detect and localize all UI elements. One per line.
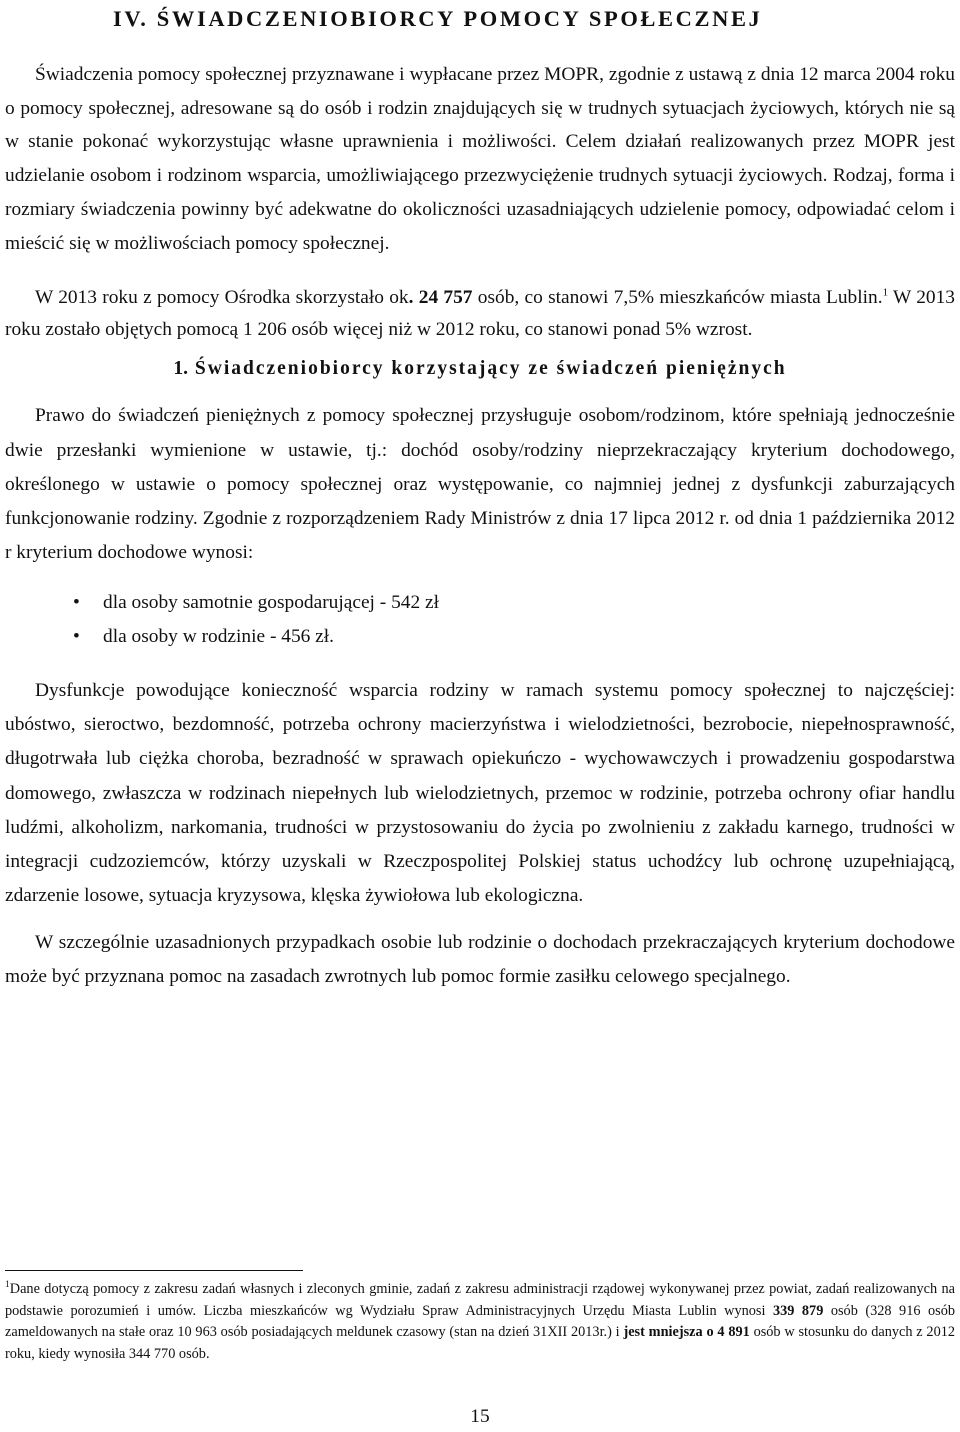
list-item bbox=[5, 586, 955, 620]
page-number: 15 bbox=[470, 1406, 490, 1427]
footnote-bold-2: jest mniejsza o 4 891 bbox=[623, 1324, 750, 1340]
subsection-title bbox=[5, 355, 955, 383]
footnote-divider bbox=[5, 1270, 303, 1271]
list-item-text: dla osoby w rodzinie - 456 zł. bbox=[103, 625, 335, 647]
footnote bbox=[5, 1279, 955, 1365]
stats-text-1: W 2013 roku z pomocy Ośrodka skorzystało ok bbox=[35, 287, 409, 309]
bullet-icon: • bbox=[73, 591, 80, 613]
subsection-number: 1. bbox=[173, 358, 189, 380]
criteria-paragraph: Prawo do świadczeń pieniężnych z pomocy społecznej przysługuje osobom/rodzinom, które spełniają jednocześnie dwie przesłanki wymienione w ustawie, tj.: dochód osoby/rodziny nieprzekraczający kryterium dochodowego, określonego w ustawie o pomocy społecznej oraz występowanie, co najmniej jednej z dysfunkcji zaburzających funkcjonowanie rodziny. Zgodnie z rozporządzeniem Rady Ministrów z dnia 17 lipca 2012 r. od dnia 1 października 2012 r kryterium dochodowe wynosi: bbox=[5, 405, 955, 564]
footnote-reference[interactable]: 1 bbox=[882, 286, 889, 299]
document-page bbox=[5, 0, 955, 994]
stats-paragraph bbox=[5, 282, 955, 345]
stats-text-2: osób, co stanowi 7,5% mieszkańców miasta Lublin. bbox=[472, 287, 883, 309]
section-title: IV. ŚWIADCZENIOBIORCY POMOCY SPOŁECZNEJ bbox=[113, 6, 763, 31]
income-criteria-list bbox=[5, 586, 955, 654]
footnote-bold-1: 339 879 bbox=[772, 1302, 824, 1319]
footnote-marker: 1 bbox=[5, 1280, 10, 1291]
bullet-icon: • bbox=[73, 625, 80, 647]
list-item bbox=[5, 620, 955, 654]
intro-paragraph: Świadczenia pomocy społecznej przyznawane i wypłacane przez MOPR, zgodnie z ustawą z dnia 12 marca 2004 roku o pomocy społecznej, adresowane są do osób i rodzin znajdujących się w trudnych sytuacjach życiowych, których nie są w stanie pokonać wykorzystując własne uprawnienia i możliwości. Celem działań realizowanych przez MOPR jest udzielanie osobom i rodzinom wsparcia, umożliwiającego przezwyciężenie trudnych sytuacji życiowych. Rodzaj, forma i rozmiary świadczenia powinny być adekwatne do okoliczności uzasadniających udzielenie pomocy, odpowiadać celom i mieścić się w możliwościach pomocy społecznej. bbox=[5, 64, 955, 254]
footnote-text-1: Dane dotyczą pomocy z zakresu zadań własnych i zleconych gminie, zadań z zakresu administracji rządowej wykonywanej przez powiat, zadań realizowanych na podstawie porozumień i umów. Liczba mieszkańców wg Wydziału Spraw Administracyjnych Urzędu Miasta Lublin wynosi bbox=[5, 1281, 955, 1319]
subsection-title-text: Świadczeniobiorcy korzystający ze świadczeń pieniężnych bbox=[194, 358, 787, 380]
stats-text-3: W 2013 roku zostało objętych pomocą 1 206 osób więcej niż w 2012 roku, co stanowi ponad 5% wzrost. bbox=[5, 287, 955, 340]
exceptions-paragraph: W szczególnie uzasadnionych przypadkach osobie lub rodzinie o dochodach przekraczających kryterium dochodowe może być przyznana pomoc na zasadach zwrotnych lub pomoc formie zasiłku celowego specjalnego. bbox=[5, 931, 955, 988]
stats-count: . 24 757 bbox=[408, 287, 473, 309]
footnote-text-3: osób w stosunku do danych z 2012 roku, kiedy wynosiła 344 770 osób. bbox=[5, 1324, 956, 1362]
dysfunctions-paragraph: Dysfunkcje powodujące konieczność wsparcia rodziny w ramach systemu pomocy społecznej to najczęściej: ubóstwo, sieroctwo, bezdomność, potrzeba ochrony macierzyństwa i wielodzietności, bezrobocie, niepełnosprawność, długotrwała lub ciężka choroba, bezradność w sprawach opiekuńczo - wychowawczych i prowadzeniu gospodarstwa domowego, zwłaszcza w rodzinach niepełnych lub wielodzietnych, przemoc w rodzinie, potrzeba ochrony ofiar handlu ludźmi, alkoholizm, narkomania, trudności w przystosowaniu do życia po zwolnieniu z zakładu karnego, trudności w integracji cudzoziemców, którzy uzyskali w Rzeczpospolitej Polskiej status uchodźcy lub ochronę uzupełniającą, zdarzenie losowe, sytuacja kryzysowa, klęska żywiołowa lub ekologiczna. bbox=[5, 679, 955, 907]
footnote-text-2: osób (328 916 osób zameldowanych na stałe oraz 10 963 osób posiadających meldunek czasowy (stan na dzień 31XII 2013r.) i bbox=[5, 1302, 956, 1340]
list-item-text: dla osoby samotnie gospodarującej - 542 zł bbox=[103, 591, 440, 613]
